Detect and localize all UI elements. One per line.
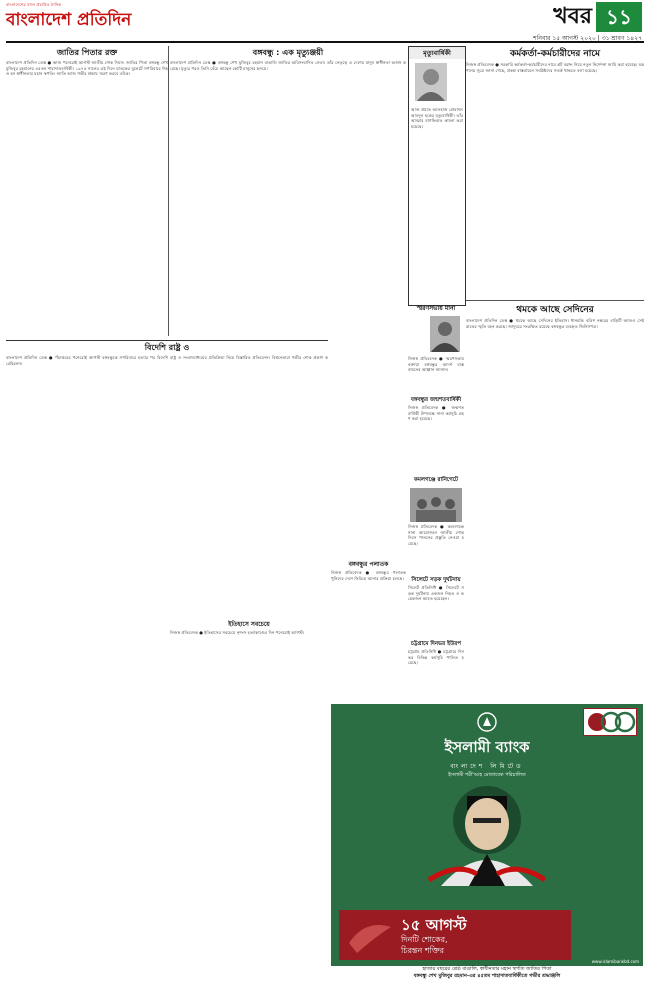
article-body: বাংলাদেশ প্রতিদিন ডেস্ক ● পঁচাত্তরের পনেরোই আগস্ট বঙ্গবন্ধুকে সপরিবারে হত্যার পর বিদেশি রাষ্ট্র ও সংবাদমাধ্যমের প্রতিক্রিয়া নিয়ে বিস্তারিত প্রতিবেদন। বিশ্বনেতারা গভীর শোক প্রকাশ করেছিলেন।: [6, 355, 328, 366]
article-headline: কর্মকর্তা-কর্মচারীদের নামে: [510, 49, 600, 59]
article-body: বাংলাদেশ প্রতিদিন ডেস্ক ● বঙ্গবন্ধু শেখ মুজিবুর রহমান বাঙালি জাতির অবিসংবাদিত নেতা। তাঁর নেতৃত্বে এ দেশের মানুষ স্বাধীনতা অর্জন করেছে। মৃত্যুর পরও তিনি বেঁচে আছেন কোটি মানুষের হৃদয়ে।: [170, 60, 406, 71]
bank-name: ইসলামী ব্যাংক: [444, 738, 530, 756]
bank-tagline: ইসলামী শরী'আহ মোতাবেক পরিচালিত: [448, 772, 526, 778]
brush-stroke-icon: [345, 913, 395, 957]
section-divider: [466, 300, 644, 301]
ad-motto-line1: দিনটি শোকের,: [401, 935, 448, 944]
ad-date: ১৫ আগস্ট: [401, 916, 467, 934]
article-body: সিলেট প্রতিনিধি ● সিলেটে সড়ক দুর্ঘটনায় একজন নিহত ও কয়েকজন আহত হয়েছেন।: [408, 585, 464, 602]
article-father[interactable]: [6, 46, 168, 336]
article-karmakarta[interactable]: [466, 46, 644, 298]
article-headline: ইতিহাসে সবচেয়ে: [228, 621, 270, 628]
bank-logo-icon: [477, 712, 497, 732]
article-body: নিজস্ব প্রতিবেদক ● বঙ্গবন্ধুর পলাতক খুনিদের দেশে ফিরিয়ে আনার প্রক্রিয়া চলছে।: [331, 570, 406, 581]
obituary-photo: [415, 63, 447, 101]
news-photo: [410, 488, 462, 522]
article-headline: সিলেটে সড়ক দুর্ঘটনায়: [411, 577, 461, 583]
article-chattogram[interactable]: [408, 640, 464, 702]
page-number: ১১: [596, 2, 642, 32]
article-headline: বঙ্গবন্ধুর পলাতক: [348, 561, 389, 568]
article-headline: বঙ্গবন্ধুর জন্মশতবার্ষিকী: [410, 397, 462, 403]
bangabandhu-portrait: [421, 770, 553, 886]
article-body: নিজস্ব প্রতিবেদক ● কমলগঞ্জে নানা আয়োজনে জাতীয় শোক দিবস পালনের প্রস্তুতি নেওয়া হয়েছে।: [408, 524, 464, 546]
obituary-title: মৃত্যুবার্ষিকী: [409, 47, 465, 59]
article-itihaser[interactable]: [170, 620, 328, 702]
obituary-box[interactable]: [408, 46, 466, 306]
article-headline: থমকে আছে সেদিনের: [516, 305, 594, 315]
person-portrait-icon: [430, 316, 460, 352]
article-headline: চট্টগ্রামে দিনভর ইউরপ: [410, 641, 462, 647]
article-body: চট্টগ্রাম প্রতিনিধি ● চট্টগ্রামে দিনভর বিভিন্ন কর্মসূচি পালিত হয়েছে।: [408, 649, 464, 666]
person-portrait-icon: [415, 63, 447, 101]
obituary-body: আজ প্রয়াত আলহাজ মোহাম্মদ আবদুল হকের মৃত্যুবার্ষিকী। তাঁর আত্মার মাগফিরাত কামনা করা হয়েছে।: [411, 107, 463, 129]
ad-website[interactable]: www.islamibankbd.com: [591, 959, 639, 964]
article-madaripur[interactable]: [408, 476, 464, 574]
article-body: নিজস্ব প্রতিবেদক ● সরকারি কর্মকর্তা-কর্মচারীদের নামে প্লট বরাদ্দ নিয়ে নতুন নির্দেশনা জারি করা হয়েছে। মন্ত্রণালয় সূত্রে জানা গেছে, প্রকল্প বাস্তবায়নে সংশ্লিষ্টদের সতর্ক থাকতে বলা হয়েছে।: [466, 62, 644, 73]
crowd-photo-icon: [410, 488, 462, 522]
page-header: [0, 0, 650, 44]
article-headline: জাতির পিতার রক্ত: [56, 48, 118, 57]
masthead-logo[interactable]: [6, 2, 146, 36]
header-divider: [6, 41, 644, 43]
section-badge: [553, 2, 642, 32]
article-kashmir[interactable]: [466, 302, 644, 702]
article-bangabandhu[interactable]: [170, 46, 406, 336]
article-headline: বিদেশি রাষ্ট্র ও: [6, 340, 328, 355]
column-divider: [168, 46, 169, 336]
article-headline: বঙ্গবন্ধু : এক মৃত্যুঞ্জয়ী: [252, 48, 324, 57]
article-bangabandhu-palak[interactable]: [331, 560, 406, 702]
article-body: নিজস্ব প্রতিবেদক ● জন্মশতবার্ষিকী উপলক্ষে নানা কর্মসূচি গ্রহণ করা হয়েছে।: [408, 405, 464, 422]
issue-date-text: ১৫ আগস্ট ২০২০ | ৩১ শ্রাবণ ১৪২৭: [552, 35, 642, 42]
article-smaraniya[interactable]: [408, 304, 464, 394]
person-photo: [430, 316, 460, 352]
article-headline: স্মরণসভায় মানা: [416, 305, 456, 312]
ad-footer-line1: হাজার বছরের শ্রেষ্ঠ বাঙালি, স্বাধীনতার মহান স্থপতি জাতির পিতা: [422, 966, 552, 972]
article-bangabandhu-anusthan[interactable]: [408, 396, 464, 476]
bank-subtitle: বাংলাদেশ লিমিটেড: [450, 763, 524, 770]
masthead-tagline: বাংলাদেশের বহুল প্রচারিত দৈনিক: [6, 2, 62, 7]
article-body: নিজস্ব প্রতিবেদক ● স্মরণসভায় বক্তারা বঙ্গবন্ধুর আদর্শ বাস্তবায়নের আহ্বান জানান।: [408, 356, 464, 373]
ad-banner: [339, 910, 571, 960]
ad-footer-line2: বঙ্গবন্ধু শেখ মুজিবুর রহমান-এর ৪৫তম শাহাদাতবার্ষিকীতে গভীর শ্রদ্ধাঞ্জলি: [413, 973, 561, 979]
article-headline: কমলগঞ্জে রানিগেটে: [414, 477, 458, 483]
ad-motto-line2: চিরন্তন শক্তির: [401, 946, 445, 955]
section-name: খবর: [553, 4, 593, 29]
ad-footer: [331, 966, 643, 980]
masthead-name: বাংলাদেশ প্রতিদিন: [6, 10, 132, 30]
article-sylhet[interactable]: [408, 576, 464, 638]
islami-bank-advertisement[interactable]: [331, 704, 643, 966]
article-body: বাংলাদেশ প্রতিদিন ডেস্ক ● থমকে আছে সেদিনের ইতিহাস। ধানমন্ডি বত্রিশ নম্বরের বাড়িটি আজও সেই রাতের স্মৃতি বহন করছে। জাদুঘরে সংরক্ষিত রয়েছে বঙ্গবন্ধুর ব্যবহৃত জিনিসপত্র।: [466, 318, 644, 329]
portrait-illustration-icon: [421, 770, 553, 886]
article-body: নিজস্ব প্রতিবেদক ● ইতিহাসের সবচেয়ে নৃশংস হত্যাকাণ্ডের দিন পনেরোই আগস্ট।: [170, 630, 305, 635]
issue-day: শনিবার: [533, 35, 551, 42]
article-body: বাংলাদেশ প্রতিদিন ডেস্ক ● আজ পনেরোই আগস্ট জাতীয় শোক দিবস। জাতির পিতা বঙ্গবন্ধু শেখ মুজিবুর রহমানের ৪৫তম শাহাদাতবার্ষিকী। ১৯৭৫ সালের এই দিনে ঘাতকের বুলেটে সপরিবারে নিহত হন স্বাধীনতার মহান স্থপতি। জাতি আজ গভীর শ্রদ্ধায় স্মরণ করবে তাঁকে।: [6, 60, 168, 77]
